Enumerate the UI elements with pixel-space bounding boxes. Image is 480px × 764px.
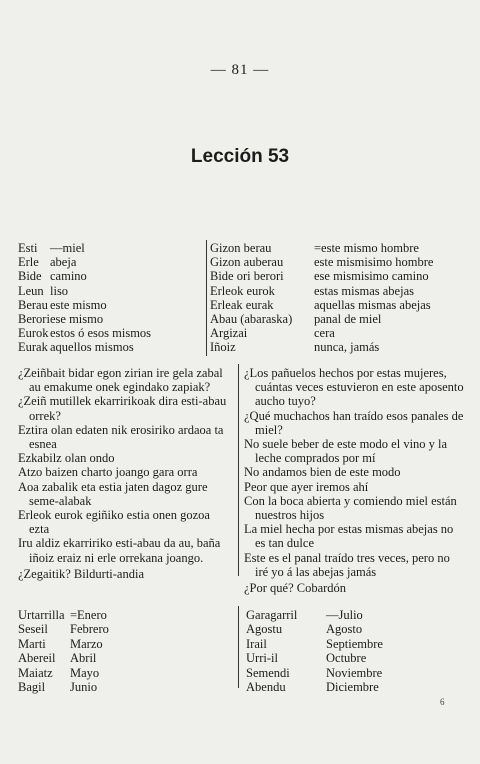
sentence: Con la boca abierta y comiendo miel están nuestros hijos [244,493,457,523]
basque-month: Irail [246,636,267,651]
basque-word: Esti [18,241,38,255]
vocab-row [18,340,151,354]
spanish-phrase: ese mismisimo camino [314,269,429,284]
basque-month: Urri-il [246,651,278,666]
spanish-word: camino [50,269,87,284]
spanish-word: este mismo [50,297,107,312]
basque-word: Berau [18,297,48,312]
vocab-right [210,241,433,355]
spanish-month: Diciembre [326,680,379,695]
vocab-row [210,298,433,312]
month-row [18,680,109,694]
vocab-row [18,269,151,283]
sentence: ¿Los pañuelos hechos por estas mujeres, cuántas veces estuvieron en este aposento aucho tuyo? [244,366,464,409]
spanish-month: Junio [70,680,98,695]
vocab-row [210,326,433,340]
vocab-row [18,255,151,269]
basque-word: Bide [18,269,42,284]
lesson-title: Lección 53 [190,146,290,167]
sentence: ¿Zeiñ mutillek ekarririkoak dira esti-abau orrek? [18,394,227,423]
spanish-word: estos ó esos mismos [50,326,152,341]
spanish-word: liso [50,283,69,298]
basque-month: Seseil [18,622,48,637]
basque-month: Bagil [18,680,46,695]
spanish-month: Agosto [326,622,363,637]
spanish-word: abeja [50,255,77,270]
basque-word: Leun [18,283,44,298]
basque-phrase: Abau (abaraska) [210,312,293,327]
sentence: La miel hecha por estas mismas abejas no es tan dulce [244,522,454,551]
sentence: Este es el panal traído tres veces, pero no iré yo á las abejas jamás [244,550,450,579]
vocab-left [18,241,151,355]
spanish-word: ese mismo [50,312,104,327]
sentence: No suele beber de este modo el vino y la leche comprados por mí [244,437,448,466]
basque-phrase: Gizon auberau [210,255,284,270]
spanish-word: —miel [50,241,85,255]
spanish-phrase: este mismisimo hombre [314,255,434,270]
sentence: Atzo baizen charto joango gara orra [18,465,198,480]
signature-mark: 6 [440,697,445,707]
month-row [246,666,383,680]
basque-phrase: Iñoiz [210,340,236,355]
month-row [18,622,109,636]
month-row [18,637,109,651]
basque-phrase: Erleok eurok [210,283,275,298]
sentence: Peor que ayer iremos ahí [244,479,369,494]
spanish-phrase: =este mismo hombre [314,241,419,255]
month-row [246,608,383,622]
vocab-row [210,255,433,269]
basque-word: Erle [18,255,39,270]
spanish-phrase: nunca, jamás [314,340,380,355]
vocab-row [18,298,151,312]
vocab-row [210,340,433,354]
basque-phrase: Erleak eurak [210,297,274,312]
sentences-spanish [244,366,466,595]
sentence: ¿Zegaitik? Bildurti-andia [18,566,144,581]
basque-word: Eurok [18,326,49,341]
spanish-month: Octubre [326,651,367,666]
vocab-row [18,284,151,298]
basque-phrase: Argizai [210,326,248,341]
vocab-row [18,241,151,255]
basque-word: Eurak [18,340,48,355]
sentence: Ezkabilz olan ondo [18,451,115,466]
basque-month: Abereil [18,651,56,666]
spanish-month: Febrero [70,622,109,637]
column-divider [238,364,239,576]
basque-word: Berori [18,312,50,327]
month-row [18,651,109,665]
months-left [18,608,109,694]
spanish-phrase: cera [314,326,335,341]
basque-phrase: Bide ori berori [210,269,284,284]
basque-month: Maiatz [18,665,53,680]
month-row [246,680,383,694]
sentences-basque [18,366,230,581]
basque-month: Semendi [246,665,290,680]
basque-month: Garagarril [246,608,298,622]
vocab-row [210,284,433,298]
sentence: ¿Por qué? Cobardón [244,581,347,596]
month-row [246,622,383,636]
spanish-month: =Enero [70,608,107,622]
sentence: ¿Zeiñbait bidar egon zirian ire gela zabal au emakume onek egindako zapiak? [18,366,223,395]
page-number: — 81 — [210,62,270,78]
spanish-month: Noviembre [326,665,383,680]
spanish-phrase: aquellas mismas abejas [314,297,431,312]
spanish-word: aquellos mismos [50,340,134,355]
sentence: Aoa zabalik eta estia jaten dagoz gure seme-alabak [18,479,208,508]
spanish-phrase: panal de miel [314,312,382,327]
spanish-month: Septiembre [326,636,383,651]
basque-month: Urtarrilla [18,608,65,622]
month-row [246,637,383,651]
vocab-row [210,312,433,326]
vocab-row [210,269,433,283]
month-row [18,666,109,680]
month-row [18,608,109,622]
vocab-row [18,312,151,326]
spanish-phrase: estas mismas abejas [314,283,414,298]
column-divider [238,606,239,688]
vocab-row [18,326,151,340]
months-right [246,608,383,694]
sentence: ¿Qué muchachos han traído esos panales de miel? [244,408,464,437]
basque-month: Abendu [246,680,286,695]
spanish-month: Mayo [70,665,100,680]
basque-month: Marti [18,636,46,651]
spanish-month: —Julio [326,608,363,622]
sentence: Erleok eurok egiñiko estia onen gozoa ezta [18,508,210,537]
sentence: No andamos bien de este modo [244,465,401,480]
sentence: Eztira olan edaten nik erosiriko ardaoa ta esnea [18,422,224,452]
sentence: Iru aldiz ekarririko esti-abau da au, baña iñoiz eraiz ni erle orrekana joango. [18,536,221,565]
basque-phrase: Gizon berau [210,241,272,255]
spanish-month: Marzo [70,636,103,651]
month-row [246,651,383,665]
vocab-row [210,241,433,255]
column-divider [206,240,207,356]
basque-month: Agostu [246,622,283,637]
spanish-month: Abril [70,651,97,666]
